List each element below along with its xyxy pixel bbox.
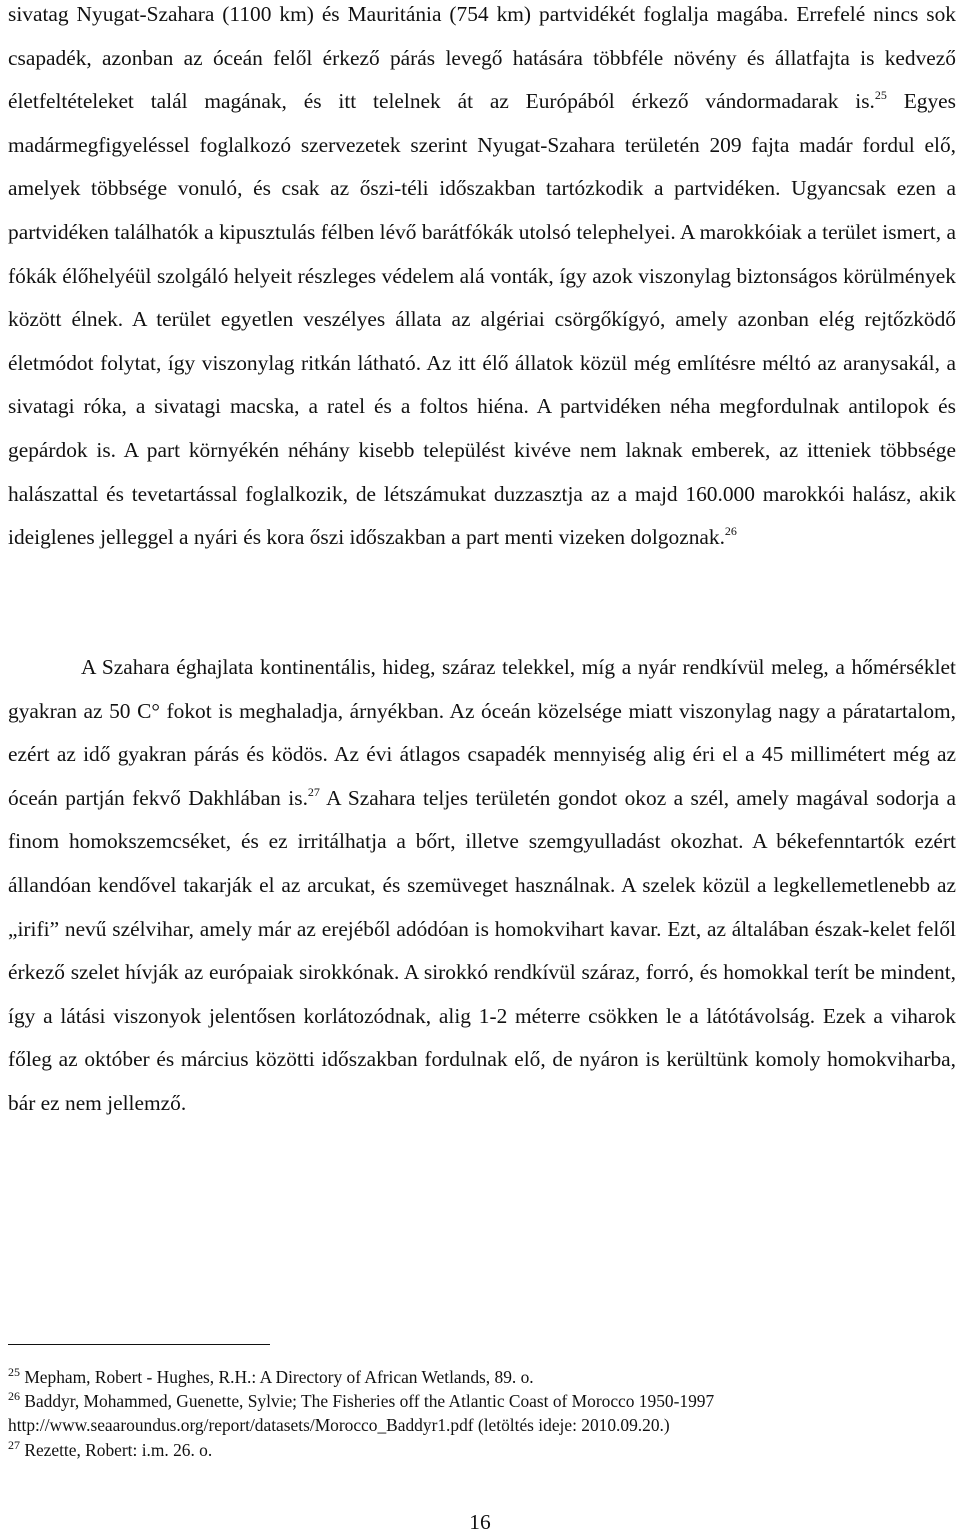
page-number: 16 <box>469 1510 491 1534</box>
paragraph-wildlife <box>8 0 956 560</box>
paragraph-text: A Szahara teljes területén gondot okoz a szél, amely magával sodorja a finom homokszemcséket, és ez irritálhatja a bőrt, illetve szemgyulladást okozhat. A békefenntartók ezért állandóan kendővel takarják el az arcukat, és szemüveget használnak. A szelek közül a legkellemetlenebb az „irifi” nevű szélvihar, amely már az erejéből adódóan is homokvihart kavar. Ezt, az általában észak-kelet felől érkező szelet hívják az európaiak sirokkónak. A sirokkó rendkívül száraz, forró, és homokkal terít be mindent, így a látási viszonyok jelentősen korlátozódnak, alig 1-2 méterre csökken le a látótávolság. Ezek a viharok főleg az október és március közötti időszakban fordulnak elő, de nyáron is kerültünk komoly homokviharba, bár ez nem jellemző. <box>8 785 956 1115</box>
footnote-text: Mepham, Robert - Hughes, R.H.: A Directory of African Wetlands, 89. o. <box>20 1367 534 1387</box>
footnote-ref[interactable]: 27 <box>307 784 320 799</box>
footnote-26 <box>8 1389 948 1413</box>
paragraph-text: sivatag Nyugat-Szahara (1100 km) és Mauritánia (754 km) partvidékét foglalja magába. Errefelé nincs sok csapadék, azonban az óceán felől érkező párás levegő hatására többféle növény és állatfajta is kedvező életfeltételeket talál magának, és itt telelnek át az Európából érkező vándormadarak is. <box>8 2 956 114</box>
footnote-divider <box>8 1344 270 1345</box>
footnote-26-url <box>8 1413 948 1437</box>
paragraph-text: A Szahara éghajlata kontinentális, hideg, száraz telekkel, míg a nyár rendkívül meleg, a hőmérséklet gyakran az 50 C° fokot is meghaladja, árnyékban. Az óceán közelsége miatt viszonylag nagy a páratartalom, ezért az idő gyakran párás és ködös. Az évi átlagos csapadék mennyiség alig éri el a 45 millimétert még az óceán partján fekvő Dakhlában is. <box>8 655 956 810</box>
footnote-text: Rezette, Robert: i.m. 26. o. <box>20 1439 213 1460</box>
footnote-ref[interactable]: 25 <box>874 88 887 103</box>
footnote-27 <box>8 1438 948 1462</box>
footnote-25 <box>8 1365 948 1389</box>
footnote-number: 25 <box>8 1365 20 1379</box>
paragraph-climate <box>8 646 956 1126</box>
footnote-number: 27 <box>8 1437 20 1452</box>
footnote-text: Baddyr, Mohammed, Guenette, Sylvie; The Fisheries off the Atlantic Coast of Morocco 1950-1997 <box>20 1391 715 1412</box>
footnote-link[interactable]: http://www.seaaroundus.org/report/datasets/Morocco_Baddyr1.pdf (letöltés ideje: 2010.09.20.) <box>8 1415 670 1436</box>
paragraph-text: Egyes madármegfigyeléssel foglalkozó szervezetek szerint Nyugat-Szahara területén 209 fajta madár fordul elő, amelyek többsége vonuló, és csak az őszi-téli időszakban tartózkodik a partvidéken. Ugyancsak ezen a partvidéken találhatók a kipusztulás félben lévő barátfókák utolsó telephelyei. A marokkóiak a terület ismert, a fókák élőhelyéül szolgáló helyeit részleges védelem alá vonták, így azok viszonylag biztonságos körülmények között élnek. A terület egyetlen veszélyes állata az algériai csörgőkígyó, amely azonban elég rejtőzködő életmódot folytat, így viszonylag ritkán látható. Az itt élő állatok közül még említésre méltó az aranysakál, a sivatagi róka, a sivatagi macska, a ratel és a foltos hiéna. A partvidéken néha megfordulnak antilopok és gepárdok is. A part környékén néhány kisebb települést kivéve nem laknak emberek, az itteniek többsége halászattal és tevetartással foglalkozik, de létszámukat duzzasztja az a majd 160.000 marokkói halász, akik ideiglenes jelleggel a nyári és kora őszi időszakban a part menti vizeken dolgoznak. <box>8 89 956 550</box>
footnotes <box>8 1365 948 1462</box>
footnote-number: 26 <box>8 1389 20 1404</box>
footnote-ref[interactable]: 26 <box>724 524 737 539</box>
